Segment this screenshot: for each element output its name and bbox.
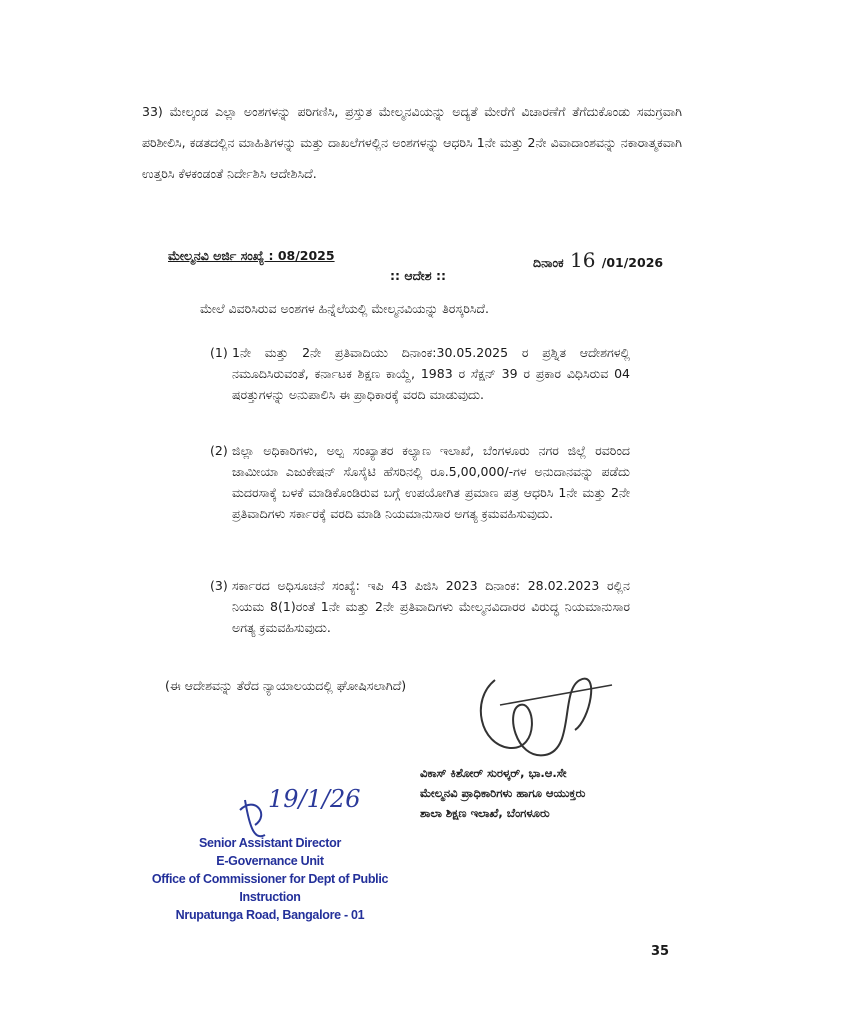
- order-item-label: (1): [210, 345, 228, 360]
- order-item-label: (2): [210, 443, 228, 458]
- stamp-line: E-Governance Unit: [216, 854, 324, 868]
- signature-underline: [500, 685, 612, 705]
- paragraph-number: 33): [142, 104, 163, 119]
- date-rest: /01/2026: [601, 255, 664, 270]
- appeal-number: ಮೇಲ್ಮನವಿ ಅರ್ಜಿ ಸಂಖ್ಯೆ : 08/2025: [168, 248, 335, 263]
- signatory-block: [420, 763, 585, 823]
- order-item-label: (3): [210, 578, 228, 593]
- stamp-line: Office of Commissioner for Dept of Public Instruction: [151, 872, 389, 904]
- date-handwritten-day: 16: [569, 248, 596, 272]
- signatory-name: ವಿಕಾಸ್ ಕಿಶೋರ್ ಸುರಳ್ಕರ್, ಭಾ.ಆ.ಸೇ: [420, 766, 567, 780]
- order-title: :: ಆದೇಶ ::: [390, 268, 446, 283]
- stamp-line: Senior Assistant Director: [198, 836, 342, 850]
- paragraph-text: ಮೇಲ್ಕಂಡ ಎಲ್ಲಾ ಅಂಶಗಳನ್ನು ಪರಿಗಣಿಸಿ, ಪ್ರಸ್ತುತ ಮೇಲ್ಮನವಿಯನ್ನು ಅದ್ಯತೆ ಮೇರೆಗೆ ವಿಚಾರಣೆಗೆ ತೆಗೆದುಕೊಂಡು ಸಮಗ್ರವಾಗಿ ಪರಿಶೀಲಿಸಿ, ಕಡತದಲ್ಲಿನ ಮಾಹಿತಿಗಳನ್ನು ಮತ್ತು ದಾಖಲೆಗಳಲ್ಲಿನ ಅಂಶಗಳನ್ನು ಆಧರಿಸಿ 1ನೇ ಮತ್ತು 2ನೇ ವಿವಾದಾಂಶವನ್ನು ನಕಾರಾತ್ಮಕವಾಗಿ ಉತ್ತರಿಸಿ ಕೆಳಕಂಡಂತೆ ನಿರ್ದೇಶಿಸಿ ಆದೇಶಿಸಿದೆ.: [142, 104, 682, 181]
- date-label: ದಿನಾಂಕ: [533, 255, 564, 270]
- signatory-office: ಶಾಲಾ ಶಿಕ್ಷಣ ಇಲಾಖೆ, ಬೆಂಗಳೂರು: [420, 806, 550, 820]
- signatory-designation: ಮೇಲ್ಮನವಿ ಪ್ರಾಧಿಕಾರಿಗಳು ಹಾಗೂ ಆಯುಕ್ತರು: [420, 786, 586, 800]
- stamp-line: Nrupatunga Road, Bangalore - 01: [175, 908, 365, 922]
- order-item-text: ಜಿಲ್ಲಾ ಅಧಿಕಾರಿಗಳು, ಅಲ್ಪ ಸಂಖ್ಯಾತರ ಕಲ್ಯಾಣ ಇಲಾಖೆ, ಬೆಂಗಳೂರು ನಗರ ಜಿಲ್ಲೆ ರವರಿಂದ ಜಾಮೀಯಾ ಎಜುಕೇಷನ್ ಸೊಸೈಟಿ ಹೆಸರಿನಲ್ಲಿ ರೂ.5,00,000/-ಗಳ ಅನುದಾನವನ್ನು ಪಡೆದು ಮದರಸಾಕ್ಕೆ ಬಳಕೆ ಮಾಡಿಕೊಂಡಿರುವ ಬಗ್ಗೆ ಉಪಯೋಗಿತ ಪ್ರಮಾಣ ಪತ್ರ ಆಧರಿಸಿ 1ನೇ ಮತ್ತು 2ನೇ ಪ್ರತಿವಾದಿಗಳು ಸರ್ಕಾರಕ್ಕೆ ವರದಿ ಮಾಡಿ ನಿಯಮಾನುಸಾರ ಅಗತ್ಯ ಕ್ರಮವಹಿಸುವುದು.: [232, 443, 630, 521]
- official-stamp: [140, 834, 400, 924]
- page-number: 35: [651, 944, 670, 959]
- order-item-text: ಸರ್ಕಾರದ ಅಧಿಸೂಚನೆ ಸಂಖ್ಯೆ: ಇಪಿ 43 ಪಿಜಿಸಿ 2023 ದಿನಾಂಕ: 28.02.2023 ರಲ್ಲಿನ ನಿಯಮ 8(1)ರಂತೆ 1ನೇ ಮತ್ತು 2ನೇ ಪ್ರತಿವಾದಿಗಳು ಮೇಲ್ಮನವಿದಾರರ ವಿರುದ್ಧ ನಿಯಮಾನುಸಾರ ಅಗತ್ಯ ಕ್ರಮವಹಿಸುವುದು.: [232, 578, 630, 635]
- order-item-text: 1ನೇ ಮತ್ತು 2ನೇ ಪ್ರತಿವಾದಿಯು ದಿನಾಂಕ:30.05.2025 ರ ಪ್ರಶ್ನಿತ ಆದೇಶಗಳಲ್ಲಿ ನಮೂದಿಸಿರುವಂತೆ, ಕರ್ನಾಟಕ ಶಿಕ್ಷಣ ಕಾಯ್ದೆ, 1983 ರ ಸೆಕ್ಷನ್ 39 ರ ಪ್ರಕಾರ ವಿಧಿಸಿರುವ 04 ಷರತ್ತುಗಳನ್ನು ಅನುಪಾಲಿಸಿ ಈ ಪ್ರಾಧಿಕಾರಕ್ಕೆ ವರದಿ ಮಾಡುವುದು.: [232, 345, 630, 402]
- signature-stroke: [481, 679, 591, 756]
- handwritten-date: 19/1/26: [268, 785, 361, 813]
- initial-stroke: [240, 800, 265, 836]
- open-court-note: (ಈ ಆದೇಶವನ್ನು ತೆರೆದ ನ್ಯಾಯಾಲಯದಲ್ಲಿ ಘೋಷಿಸಲಾಗಿದೆ): [165, 678, 407, 693]
- order-intro: ಮೇಲೆ ವಿವರಿಸಿರುವ ಅಂಶಗಳ ಹಿನ್ನೆಲೆಯಲ್ಲಿ ಮೇಲ್ಮನವಿಯನ್ನು ತಿರಸ್ಕರಿಸಿದೆ.: [200, 301, 489, 316]
